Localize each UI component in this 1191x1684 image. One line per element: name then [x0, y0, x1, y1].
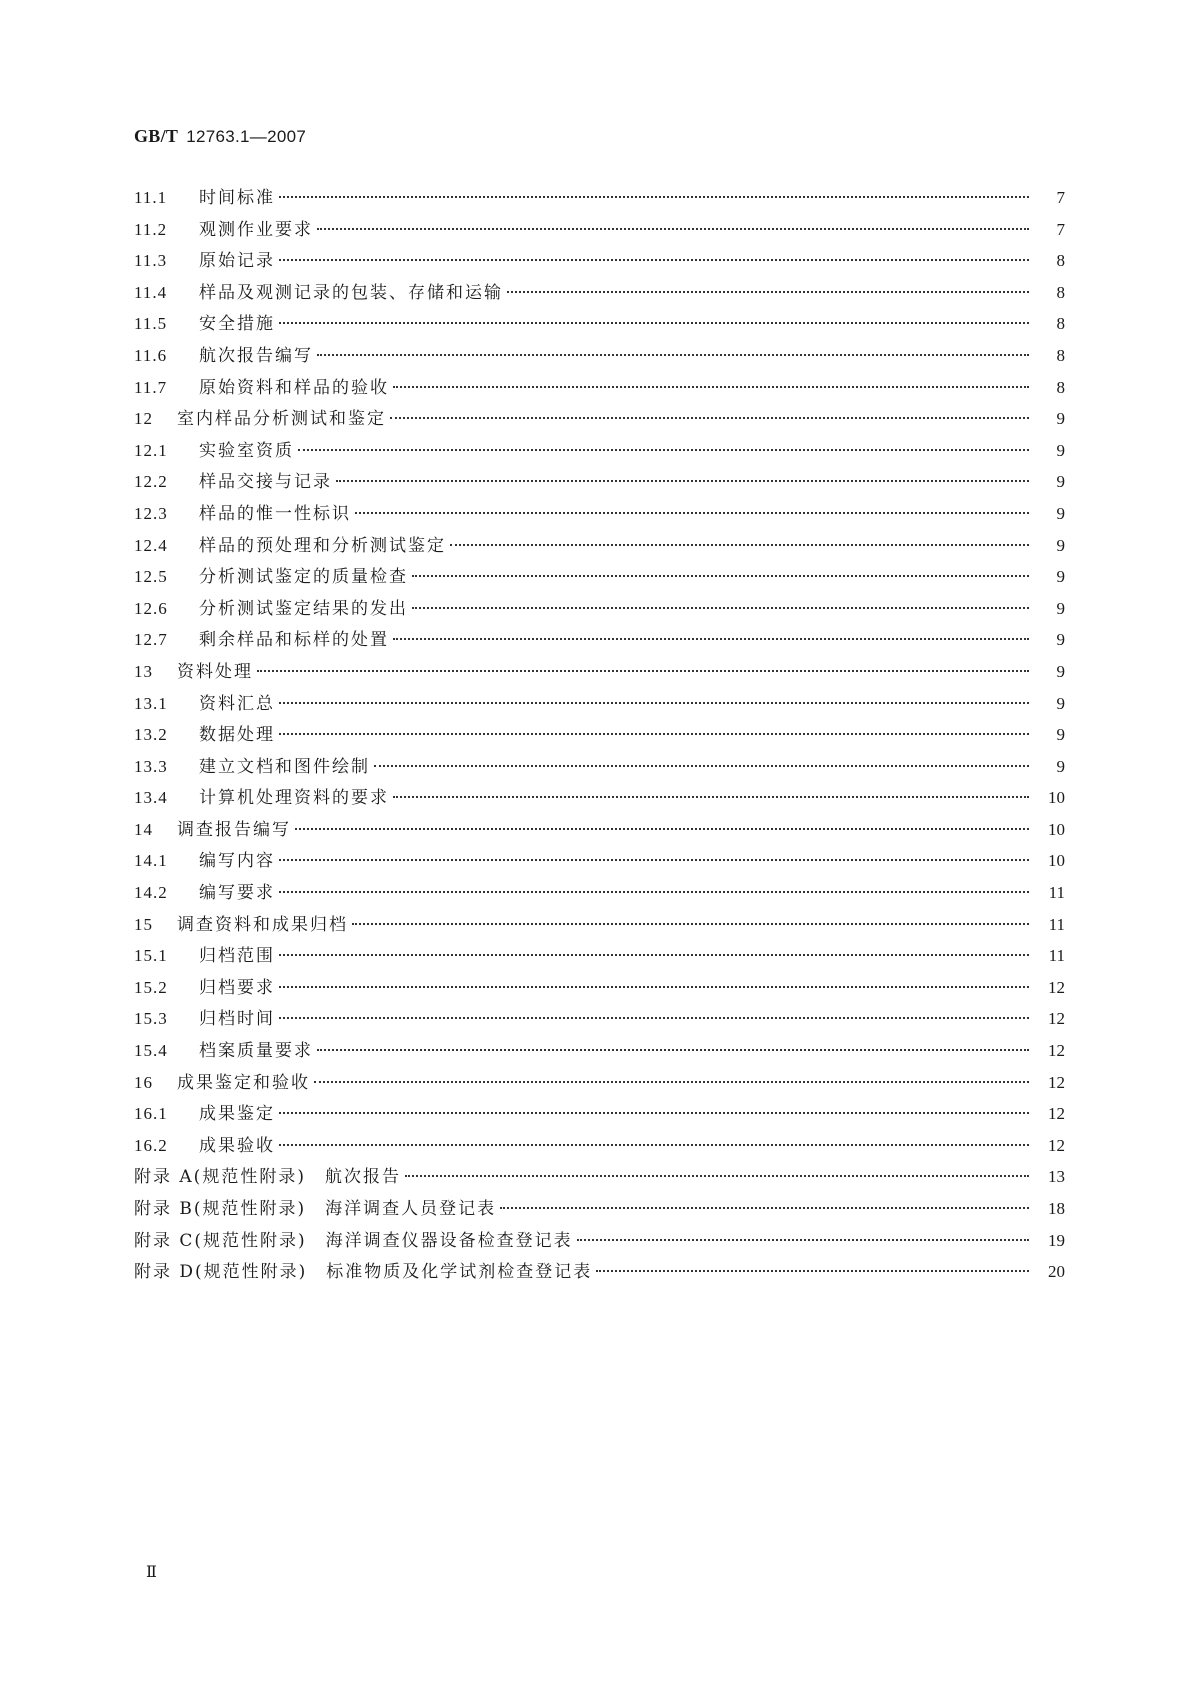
toc-entry-title: 附录 D(规范性附录) 标准物质及化学试剂检查登记表 — [134, 1262, 593, 1283]
toc-entry-number: 13.3 — [134, 756, 168, 776]
toc-entry-number: 11.1 — [134, 188, 168, 207]
toc-entry[interactable] — [134, 1225, 1065, 1257]
standard-number: 12763.1—2007 — [186, 127, 307, 146]
toc-entry-title: 成果验收 — [199, 1135, 275, 1156]
toc-entry-number: 15.2 — [134, 977, 168, 997]
toc-entry-number: 13.1 — [134, 693, 168, 713]
toc-entry[interactable] — [134, 1130, 1065, 1162]
toc-dot-leader — [257, 670, 1029, 672]
toc-entry-title: 归档范围 — [199, 946, 275, 967]
toc-entry-page: 12 — [1048, 1072, 1065, 1092]
toc-entry-page: 11 — [1048, 914, 1065, 934]
toc-entry-number: 12.3 — [134, 503, 168, 523]
toc-entry[interactable] — [134, 435, 1065, 467]
toc-entry-page: 9 — [1056, 440, 1065, 460]
toc-dot-leader — [390, 417, 1029, 419]
toc-entry-number: 12.4 — [134, 535, 168, 555]
toc-entry-title: 样品的预处理和分析测试鉴定 — [199, 535, 446, 556]
toc-entry[interactable] — [134, 561, 1065, 593]
toc-entry[interactable] — [134, 403, 1065, 435]
toc-entry-number: 12.2 — [134, 472, 168, 492]
toc-entry-number: 16.1 — [134, 1104, 168, 1124]
toc-entry-title: 调查报告编写 — [177, 819, 291, 840]
toc-entry-page: 9 — [1056, 756, 1065, 776]
toc-entry-title: 计算机处理资料的要求 — [199, 788, 389, 809]
toc-dot-leader — [450, 544, 1029, 546]
toc-entry-page: 8 — [1056, 282, 1065, 302]
table-of-contents — [134, 182, 1065, 1288]
toc-entry-title: 剩余样品和标样的处置 — [199, 630, 389, 651]
toc-dot-leader — [298, 449, 1029, 451]
toc-entry-number: 16.2 — [134, 1135, 168, 1155]
toc-entry-number: 11.6 — [134, 345, 168, 365]
toc-dot-leader — [279, 733, 1029, 735]
toc-entry-number: 14 — [134, 819, 153, 839]
toc-entry-page: 8 — [1056, 345, 1065, 365]
toc-entry[interactable] — [134, 940, 1065, 972]
toc-dot-leader — [279, 954, 1029, 956]
toc-entry[interactable] — [134, 814, 1065, 846]
toc-entry-page: 9 — [1056, 630, 1065, 650]
toc-dot-leader — [393, 638, 1029, 640]
toc-entry-number: 15 — [134, 914, 153, 934]
toc-dot-leader — [279, 891, 1029, 893]
toc-dot-leader — [317, 1049, 1029, 1051]
toc-dot-leader — [279, 1017, 1029, 1019]
toc-entry-page: 12 — [1048, 1135, 1065, 1155]
toc-dot-leader — [279, 1144, 1029, 1146]
toc-entry-title: 观测作业要求 — [199, 219, 313, 240]
toc-entry-page: 19 — [1048, 1230, 1065, 1250]
toc-entry-title: 样品的惟一性标识 — [199, 503, 351, 524]
toc-entry-page: 7 — [1056, 188, 1065, 207]
toc-entry-title: 分析测试鉴定结果的发出 — [199, 598, 408, 619]
toc-entry-number: 12 — [134, 409, 153, 429]
toc-dot-leader — [317, 354, 1029, 356]
toc-entry-title: 附录 C(规范性附录) 海洋调查仪器设备检查登记表 — [134, 1230, 573, 1251]
toc-entry-number: 11.5 — [134, 314, 168, 334]
page-number: Ⅱ — [146, 1564, 157, 1581]
toc-entry-page: 9 — [1056, 567, 1065, 587]
toc-entry-page: 10 — [1048, 788, 1065, 808]
toc-entry-title: 分析测试鉴定的质量检查 — [199, 567, 408, 588]
toc-dot-leader — [412, 575, 1029, 577]
toc-entry-number: 12.1 — [134, 440, 168, 460]
toc-entry-title: 实验室资质 — [199, 440, 294, 461]
toc-entry-number: 11.4 — [134, 282, 168, 302]
toc-dot-leader — [393, 386, 1029, 388]
toc-entry[interactable] — [134, 1256, 1065, 1288]
toc-entry-number: 13.2 — [134, 725, 168, 745]
toc-entry-page: 18 — [1048, 1199, 1065, 1218]
toc-entry-number: 12.5 — [134, 567, 168, 587]
toc-entry[interactable] — [134, 1193, 1065, 1225]
toc-entry-page: 10 — [1048, 819, 1065, 839]
toc-entry[interactable] — [134, 1003, 1065, 1035]
toc-entry-page: 9 — [1056, 409, 1065, 429]
toc-entry[interactable] — [134, 308, 1065, 340]
toc-entry-title: 时间标准 — [199, 188, 275, 208]
toc-entry-title: 资料处理 — [177, 661, 253, 682]
toc-entry-title: 调查资料和成果归档 — [177, 914, 348, 935]
toc-entry[interactable] — [134, 593, 1065, 625]
toc-dot-leader — [596, 1270, 1029, 1272]
toc-entry-number: 11.3 — [134, 251, 168, 271]
toc-entry-title: 归档要求 — [199, 977, 275, 998]
toc-entry-page: 12 — [1048, 1009, 1065, 1029]
toc-dot-leader — [412, 607, 1029, 609]
toc-entry[interactable] — [134, 972, 1065, 1004]
toc-entry[interactable] — [134, 530, 1065, 562]
toc-dot-leader — [314, 1081, 1029, 1083]
toc-entry[interactable] — [134, 624, 1065, 656]
toc-dot-leader — [279, 859, 1029, 861]
toc-entry-page: 11 — [1048, 946, 1065, 966]
toc-dot-leader — [279, 259, 1029, 261]
toc-dot-leader — [352, 923, 1029, 925]
toc-entry[interactable] — [134, 277, 1065, 309]
toc-dot-leader — [279, 986, 1029, 988]
toc-entry-page: 12 — [1048, 1041, 1065, 1061]
toc-entry-number: 11.7 — [134, 377, 168, 397]
toc-entry[interactable] — [134, 498, 1065, 530]
toc-entry[interactable] — [134, 845, 1065, 877]
toc-dot-leader — [507, 291, 1029, 293]
toc-entry-page: 9 — [1056, 598, 1065, 618]
toc-dot-leader — [279, 196, 1029, 198]
toc-entry-title: 成果鉴定 — [199, 1104, 275, 1125]
toc-entry-page: 8 — [1056, 314, 1065, 334]
toc-entry-number: 12.7 — [134, 630, 168, 650]
toc-entry-title: 安全措施 — [199, 314, 275, 335]
toc-entry-title: 附录 A(规范性附录) 航次报告 — [134, 1167, 401, 1188]
toc-entry-page: 8 — [1056, 377, 1065, 397]
toc-entry[interactable] — [134, 372, 1065, 404]
toc-entry[interactable] — [134, 909, 1065, 941]
toc-entry[interactable] — [134, 751, 1065, 783]
toc-dot-leader — [279, 702, 1029, 704]
toc-entry-page: 12 — [1048, 977, 1065, 997]
toc-entry-number: 14.1 — [134, 851, 168, 871]
toc-entry-title: 原始资料和样品的验收 — [199, 377, 389, 398]
toc-dot-leader — [355, 512, 1029, 514]
toc-entry-number: 11.2 — [134, 219, 168, 239]
toc-entry[interactable] — [134, 719, 1065, 751]
toc-entry-page: 9 — [1056, 472, 1065, 492]
toc-entry[interactable] — [134, 182, 1065, 214]
toc-entry-number: 12.6 — [134, 598, 168, 618]
toc-entry-title: 编写要求 — [199, 883, 275, 904]
toc-entry[interactable] — [134, 877, 1065, 909]
toc-entry[interactable] — [134, 245, 1065, 277]
toc-entry-page: 8 — [1056, 251, 1065, 271]
toc-entry-number: 14.2 — [134, 883, 168, 903]
toc-entry-title: 样品交接与记录 — [199, 472, 332, 493]
toc-entry-page: 9 — [1056, 503, 1065, 523]
toc-entry-page: 9 — [1056, 535, 1065, 555]
toc-dot-leader — [500, 1207, 1029, 1209]
toc-entry-title: 资料汇总 — [199, 693, 275, 714]
toc-entry-page: 9 — [1056, 661, 1065, 681]
toc-entry-page: 13 — [1048, 1167, 1065, 1187]
toc-entry-title: 编写内容 — [199, 851, 275, 872]
toc-entry-page: 20 — [1048, 1262, 1065, 1282]
toc-dot-leader — [279, 1112, 1029, 1114]
toc-dot-leader — [336, 480, 1029, 482]
toc-dot-leader — [577, 1239, 1029, 1241]
toc-entry-number: 13 — [134, 661, 153, 681]
toc-entry-title: 档案质量要求 — [199, 1041, 313, 1062]
toc-entry[interactable] — [134, 688, 1065, 720]
standard-code: GB/T — [134, 126, 179, 146]
toc-entry-title: 原始记录 — [199, 251, 275, 272]
toc-entry-number: 15.3 — [134, 1009, 168, 1029]
toc-entry[interactable] — [134, 1161, 1065, 1193]
toc-entry[interactable] — [134, 214, 1065, 246]
toc-entry-title: 建立文档和图件绘制 — [199, 756, 370, 777]
toc-entry[interactable] — [134, 1035, 1065, 1067]
toc-entry-page: 10 — [1048, 851, 1065, 871]
toc-entry-title: 数据处理 — [199, 725, 275, 746]
toc-entry-page: 7 — [1056, 219, 1065, 239]
toc-entry-page: 9 — [1056, 725, 1065, 745]
toc-entry-title: 归档时间 — [199, 1009, 275, 1030]
toc-dot-leader — [279, 322, 1029, 324]
toc-entry-number: 15.1 — [134, 946, 168, 966]
toc-entry-title: 成果鉴定和验收 — [177, 1072, 310, 1093]
toc-entry[interactable] — [134, 1098, 1065, 1130]
toc-dot-leader — [405, 1175, 1029, 1177]
toc-entry-page: 9 — [1056, 693, 1065, 713]
toc-entry-number: 16 — [134, 1072, 153, 1092]
toc-entry-page: 11 — [1048, 883, 1065, 903]
toc-entry[interactable] — [134, 340, 1065, 372]
toc-dot-leader — [374, 765, 1029, 767]
toc-entry-title: 附录 B(规范性附录) 海洋调查人员登记表 — [134, 1199, 497, 1219]
toc-entry[interactable] — [134, 1067, 1065, 1099]
toc-dot-leader — [317, 228, 1029, 230]
toc-entry-number: 15.4 — [134, 1041, 168, 1061]
standard-header — [134, 126, 306, 147]
toc-entry-number: 13.4 — [134, 788, 168, 808]
toc-entry[interactable] — [134, 782, 1065, 814]
toc-entry-title: 样品及观测记录的包装、存储和运输 — [199, 282, 503, 303]
toc-entry-title: 航次报告编写 — [199, 345, 313, 366]
toc-entry-title: 室内样品分析测试和鉴定 — [177, 409, 386, 430]
toc-dot-leader — [295, 828, 1029, 830]
toc-entry[interactable] — [134, 656, 1065, 688]
toc-entry[interactable] — [134, 466, 1065, 498]
toc-entry-page: 12 — [1048, 1104, 1065, 1124]
toc-dot-leader — [393, 796, 1029, 798]
